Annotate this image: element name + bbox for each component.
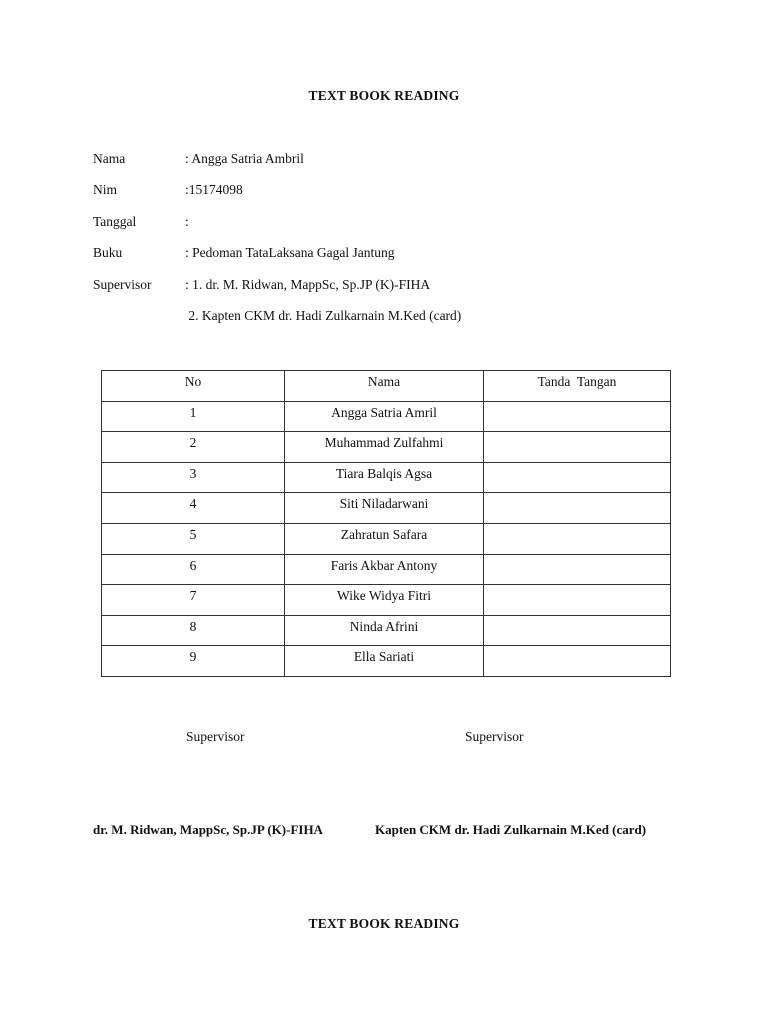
table-row: [102, 432, 671, 463]
header-nama: Nama: [285, 371, 484, 402]
info-value: : 1. dr. M. Ridwan, MappSc, Sp.JP (K)-FIHA: [185, 277, 431, 292]
cell-signature: [484, 493, 671, 524]
info-label: Tanggal: [93, 214, 137, 229]
table-header-row: [102, 371, 671, 402]
table-row: [102, 462, 671, 493]
cell-nama: Ninda Afrini: [285, 615, 484, 646]
info-label: Buku: [93, 245, 123, 260]
table-row: [102, 523, 671, 554]
cell-no: 4: [102, 493, 285, 524]
signature-left-label: Supervisor: [186, 729, 245, 744]
table-row: [102, 554, 671, 585]
info-value: : Pedoman TataLaksana Gagal Jantung: [185, 245, 395, 260]
cell-signature: [484, 554, 671, 585]
cell-no: 6: [102, 554, 285, 585]
cell-signature: [484, 462, 671, 493]
table-row: [102, 646, 671, 677]
cell-no: 2: [102, 432, 285, 463]
cell-nama: Tiara Balqis Agsa: [285, 462, 484, 493]
cell-no: 1: [102, 401, 285, 432]
members-table: [101, 370, 671, 677]
cell-nama: Zahratun Safara: [285, 523, 484, 554]
signature-left-name: dr. M. Ridwan, MappSc, Sp.JP (K)-FIHA: [93, 822, 323, 837]
signature-right-name: Kapten CKM dr. Hadi Zulkarnain M.Ked (card): [375, 822, 647, 837]
cell-nama: Faris Akbar Antony: [285, 554, 484, 585]
cell-no: 9: [102, 646, 285, 677]
table-row: [102, 401, 671, 432]
signature-right-label: Supervisor: [465, 729, 524, 744]
cell-nama: Siti Niladarwani: [285, 493, 484, 524]
info-value: :: [185, 214, 189, 229]
cell-no: 8: [102, 615, 285, 646]
cell-no: 5: [102, 523, 285, 554]
cell-signature: [484, 646, 671, 677]
cell-nama: Ella Sariati: [285, 646, 484, 677]
table-row: [102, 615, 671, 646]
header-tanda-tangan: Tanda Tangan: [484, 371, 671, 402]
info-label: Nim: [93, 182, 118, 197]
cell-signature: [484, 585, 671, 616]
cell-nama: Angga Satria Amril: [285, 401, 484, 432]
cell-signature: [484, 432, 671, 463]
info-label: Supervisor: [93, 277, 152, 292]
cell-no: 3: [102, 462, 285, 493]
cell-nama: Wike Widya Fitri: [285, 585, 484, 616]
cell-nama: Muhammad Zulfahmi: [285, 432, 484, 463]
cell-no: 7: [102, 585, 285, 616]
table-row: [102, 493, 671, 524]
table-row: [102, 585, 671, 616]
cell-signature: [484, 401, 671, 432]
header-no: No: [102, 371, 285, 402]
info-label: Nama: [93, 151, 126, 166]
cell-signature: [484, 615, 671, 646]
info-value: :15174098: [185, 182, 243, 197]
info-value: : Angga Satria Ambril: [185, 151, 304, 166]
cell-signature: [484, 523, 671, 554]
document-title: TEXT BOOK READING: [308, 88, 460, 103]
info-value: 2. Kapten CKM dr. Hadi Zulkarnain M.Ked (card): [185, 308, 462, 323]
footer-title: TEXT BOOK READING: [308, 916, 460, 931]
